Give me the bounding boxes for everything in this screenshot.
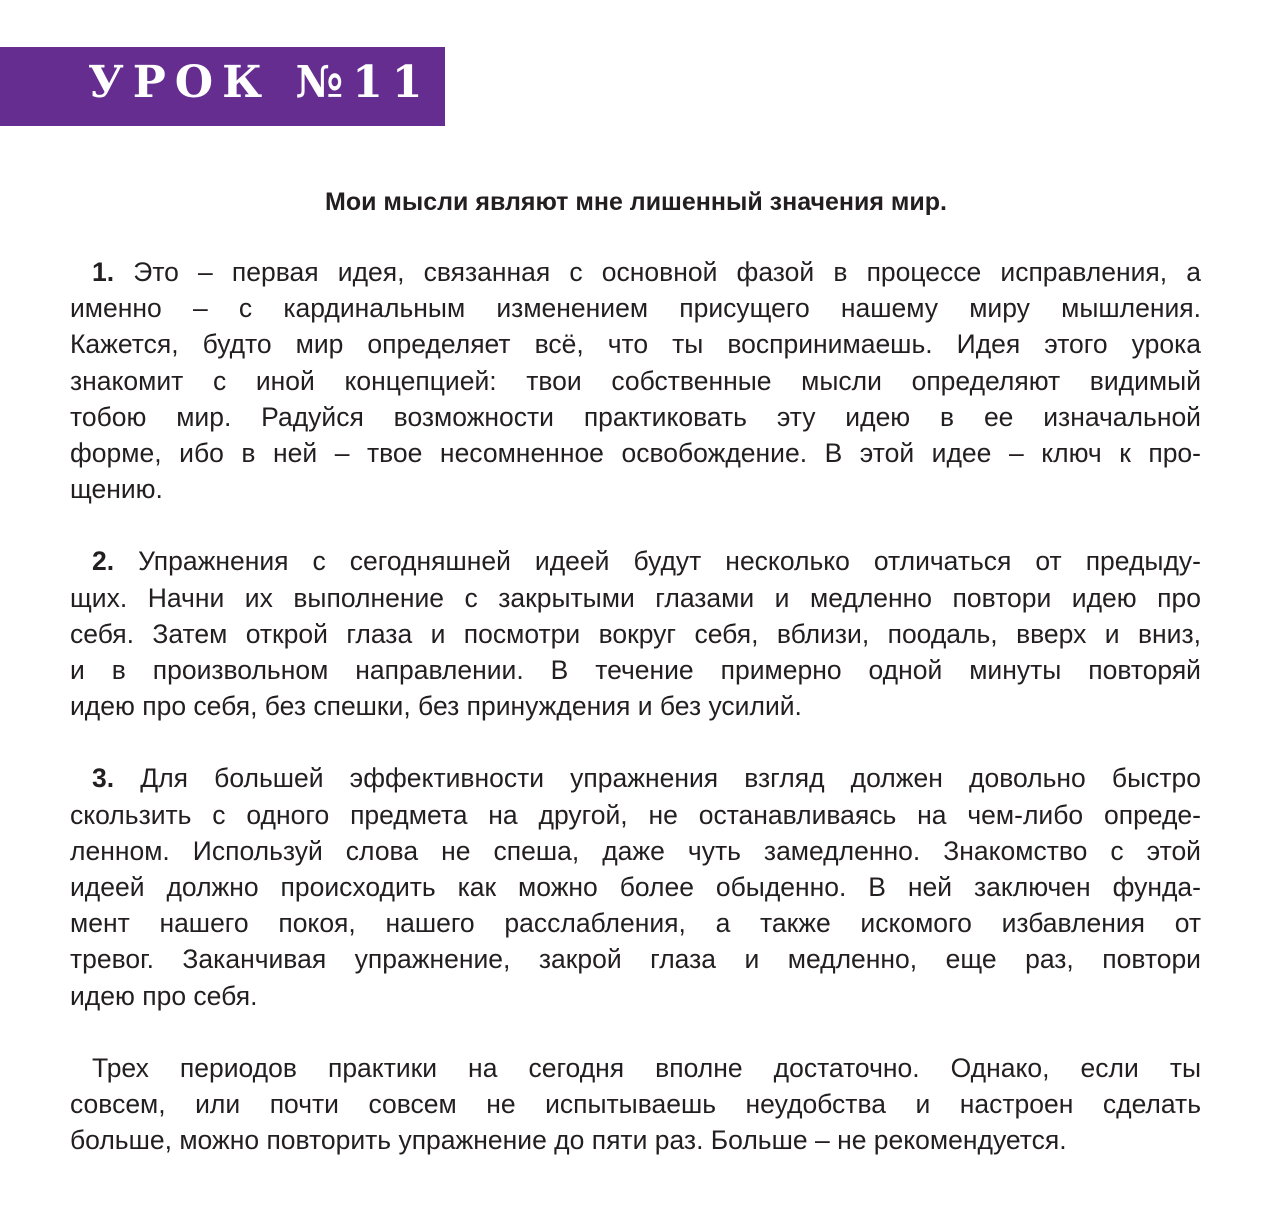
paragraph-number: 2. — [92, 546, 115, 577]
text-line — [70, 760, 1201, 796]
line-text: щих. Начни их выполнение с закрытыми глазами и медленно повтори идею про — [70, 582, 1201, 613]
text-line — [70, 435, 1201, 471]
text-line — [70, 978, 1201, 1014]
line-text: Упражнения с сегодняшней идеей будут несколько отличаться от предыду- — [138, 546, 1201, 577]
line-text: Это – первая идея, связанная с основной фазой в процессе исправления, а — [133, 257, 1201, 287]
line-text: и в произвольном направлении. В течение примерно одной минуты повторяй — [70, 655, 1201, 686]
text-line — [70, 254, 1201, 290]
line-text: идею про себя. — [70, 980, 258, 1011]
text-line — [70, 688, 1201, 724]
lesson-banner — [0, 47, 445, 126]
text-line — [70, 869, 1201, 905]
text-line — [70, 399, 1201, 435]
paragraph — [70, 254, 1201, 507]
line-text: совсем, или почти совсем не испытываешь неудобства и настроен сделать — [70, 1089, 1201, 1120]
paragraph — [70, 760, 1201, 1013]
text-line — [70, 833, 1201, 869]
text-line — [70, 290, 1201, 326]
text-line — [70, 905, 1201, 941]
line-text: мент нашего покоя, нашего расслабления, а также искомого избавления от — [70, 908, 1201, 939]
text-line — [70, 543, 1201, 579]
line-text: тобою мир. Радуйся возможности практиковать эту идею в ее изначальной — [70, 401, 1201, 432]
text-line — [70, 580, 1201, 616]
line-text: знакомит с иной концепцией: твои собственные мысли определяют видимый — [70, 365, 1201, 396]
line-text: Для большей эффективности упражнения взгляд должен довольно быстро — [140, 763, 1201, 794]
text-line — [70, 1122, 1201, 1158]
text-line — [70, 941, 1201, 977]
lesson-body — [70, 254, 1201, 1194]
line-text: форме, ибо в ней – твое несомненное освобождение. В этой идее – ключ к про- — [70, 438, 1201, 469]
line-text: идею про себя, без спешки, без принуждения и без усилий. — [70, 691, 802, 722]
paragraph-number: 1. — [92, 257, 115, 287]
text-line — [70, 1086, 1201, 1122]
lesson-label: УРОК №11 — [88, 57, 432, 108]
paragraph-number: 3. — [92, 763, 115, 794]
line-text: ленном. Используй слова не спеша, даже чуть замедленно. Знакомство с этой — [70, 835, 1201, 866]
paragraph — [70, 1050, 1201, 1159]
text-line — [70, 363, 1201, 399]
text-line — [70, 471, 1201, 507]
paragraph — [70, 543, 1201, 724]
text-line — [70, 1050, 1201, 1086]
line-text: себя. Затем открой глаза и посмотри вокруг себя, вблизи, поодаль, вверх и вниз, — [70, 618, 1201, 649]
line-text: тревог. Заканчивая упражнение, закрой глаза и медленно, еще раз, повтори — [70, 944, 1201, 975]
text-line — [70, 652, 1201, 688]
line-text: именно – с кардинальным изменением присущего нашему миру мышления. — [70, 293, 1201, 324]
line-text: Трех периодов практики на сегодня вполне достаточно. Однако, если ты — [92, 1052, 1201, 1083]
line-text: щению. — [70, 474, 163, 505]
text-line — [70, 616, 1201, 652]
lesson-title: Мои мысли являют мне лишенный значения мир. — [325, 188, 947, 216]
text-line — [70, 797, 1201, 833]
line-text: больше, можно повторить упражнение до пяти раз. Больше – не рекомендуется. — [70, 1125, 1067, 1156]
line-text: идеей должно происходить как можно более обыденно. В ней заключен фунда- — [70, 872, 1201, 903]
text-line — [70, 326, 1201, 362]
line-text: Кажется, будто мир определяет всё, что ты воспринимаешь. Идея этого урока — [70, 329, 1201, 360]
line-text: скользить с одного предмета на другой, не останавливаясь на чем-либо опреде- — [70, 799, 1201, 830]
